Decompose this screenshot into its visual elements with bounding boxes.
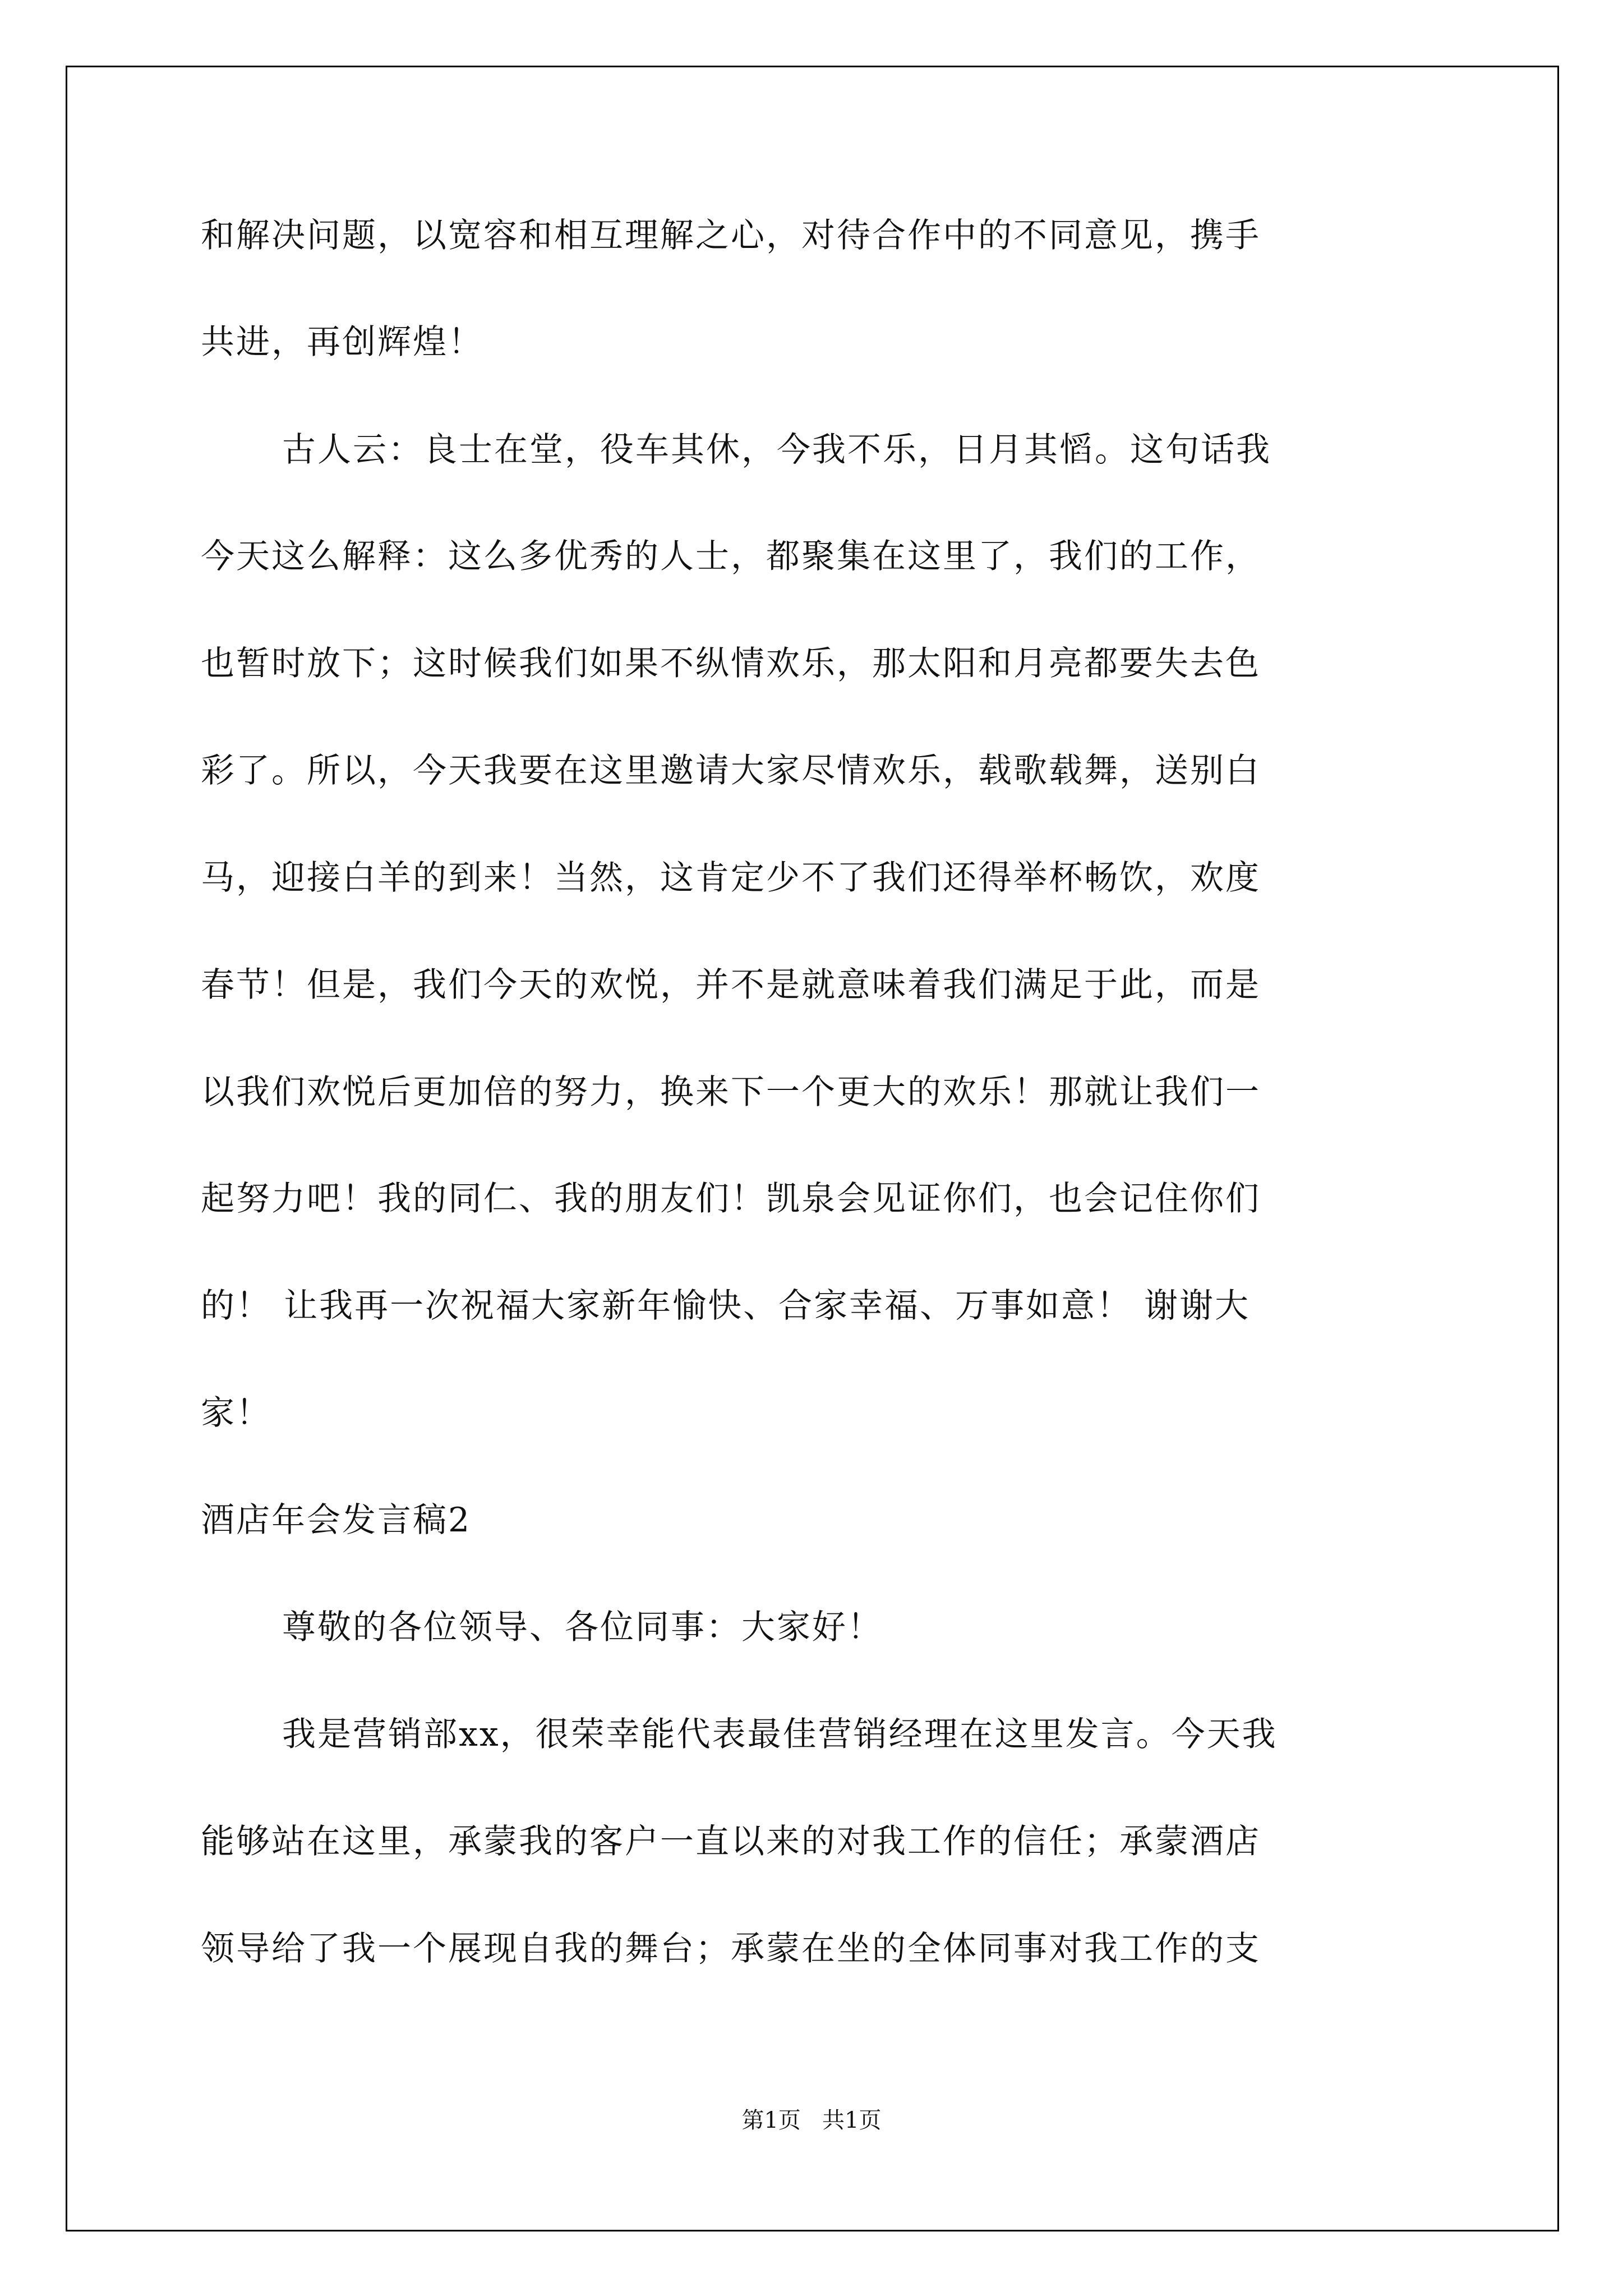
paragraph-line: 家！ bbox=[201, 1393, 271, 1433]
salutation: 尊敬的各位领导、各位同事：大家好！ bbox=[282, 1608, 883, 1647]
paragraph-line: 的！ 让我再一次祝福大家新年愉快、合家幸福、万事如意！ 谢谢大 bbox=[201, 1286, 1251, 1326]
page-border bbox=[66, 66, 1559, 2231]
paragraph-line: 古人云：良士在堂，役车其休，今我不乐，日月其慆。这句话我 bbox=[282, 430, 1271, 470]
paragraph-line: 以我们欢悦后更加倍的努力，换来下一个更大的欢乐！那就让我们一 bbox=[201, 1073, 1261, 1112]
paragraph-line: 起努力吧！我的同仁、我的朋友们！凯泉会见证你们，也会记住你们 bbox=[201, 1179, 1261, 1218]
paragraph-line: 共进，再创辉煌！ bbox=[201, 323, 483, 362]
paragraph-line: 也暂时放下；这时候我们如果不纵情欢乐，那太阳和月亮都要失去色 bbox=[201, 644, 1261, 683]
paragraph-line: 我是营销部xx，很荣幸能代表最佳营销经理在这里发言。今天我 bbox=[282, 1715, 1278, 1754]
paragraph-line: 和解决问题，以宽容和相互理解之心，对待合作中的不同意见，携手 bbox=[201, 216, 1261, 255]
paragraph-line: 能够站在这里，承蒙我的客户一直以来的对我工作的信任；承蒙酒店 bbox=[201, 1822, 1261, 1861]
paragraph-line: 春节！但是，我们今天的欢悦，并不是就意味着我们满足于此，而是 bbox=[201, 965, 1261, 1005]
page-footer: 第1页 共1页 bbox=[741, 2108, 882, 2133]
paragraph-line: 马，迎接白羊的到来！当然，这肯定少不了我们还得举杯畅饮，欢度 bbox=[201, 858, 1261, 898]
paragraph-line: 领导给了我一个展现自我的舞台；承蒙在坐的全体同事对我工作的支 bbox=[201, 1929, 1261, 1968]
section-heading: 酒店年会发言稿2 bbox=[201, 1501, 472, 1540]
paragraph-line: 今天这么解释：这么多优秀的人士，都聚集在这里了，我们的工作， bbox=[201, 537, 1261, 576]
paragraph-line: 彩了。所以，今天我要在这里邀请大家尽情欢乐，载歌载舞，送别白 bbox=[201, 751, 1261, 790]
